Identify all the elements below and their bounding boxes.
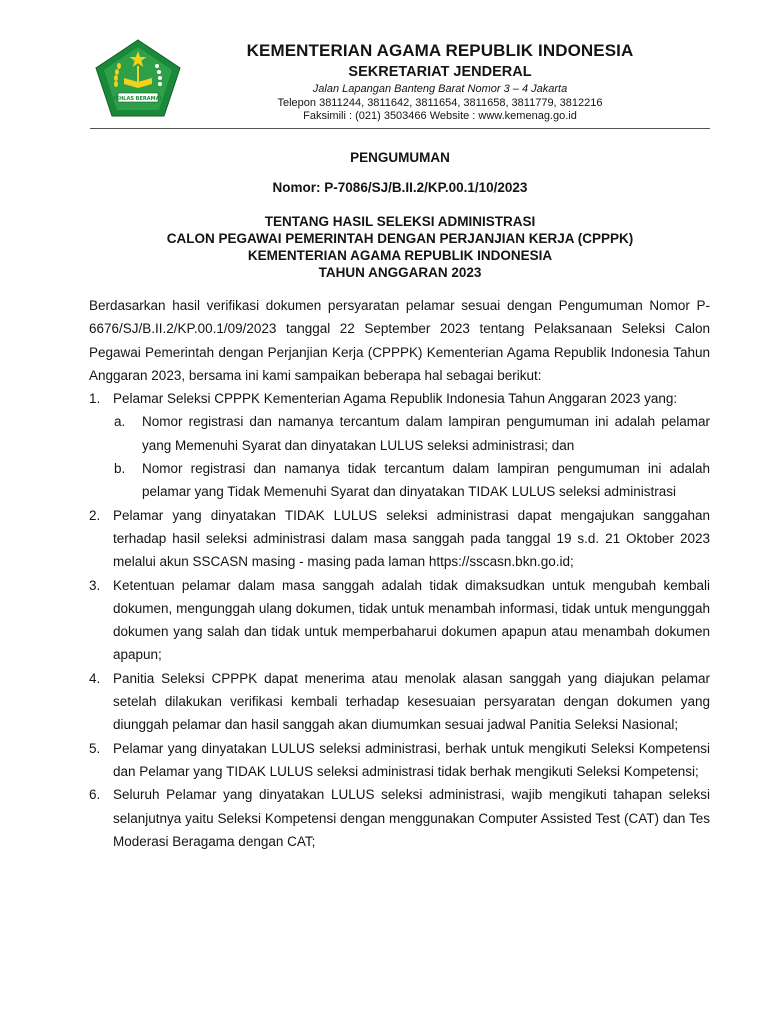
subject-line-1: TENTANG HASIL SELEKSI ADMINISTRASI [264, 214, 536, 229]
item-number: 6. [89, 787, 101, 803]
item-number: 5. [89, 740, 101, 756]
list-item [89, 667, 710, 737]
item-text: Seluruh Pelamar yang dinyatakan LULUS seleksi administrasi, wajib mengikuti tahapan seleksi selanjutnya yaitu Seleksi Kompetensi dengan menggunakan Computer Assisted Test (CAT) dan Tes Moderasi Beragama dengan CAT; [113, 787, 710, 849]
list-item [89, 737, 710, 784]
list-item [89, 574, 710, 667]
subject-line-2: CALON PEGAWAI PEMERINTAH DENGAN PERJANJIAN KERJA (CPPPK) [166, 231, 634, 246]
item-text: Pelamar yang dinyatakan LULUS seleksi administrasi, berhak untuk mengikuti Seleksi Kompetensi dan Pelamar yang TIDAK LULUS seleksi administrasi tidak berhak mengikuti Seleksi Kompetensi; [113, 740, 710, 779]
sub-item-letter: b. [114, 461, 126, 477]
letterhead [200, 40, 680, 124]
sub-item-letter: a. [114, 414, 126, 430]
item-number: 2. [89, 507, 101, 523]
subject-line-3: KEMENTERIAN AGAMA REPUBLIK INDONESIA [247, 248, 553, 263]
logo-motto: IKHLAS BERAMAL [113, 95, 163, 102]
item-text: Panitia Seleksi CPPPK dapat menerima atau menolak alasan sanggah yang diajukan pelamar setelah dilakukan verifikasi kembali terhadap kesesuaian persyaratan dengan dokumen yang diunggah pelamar dan hasil sanggah akan diumumkan sesuai jadwal Panitia Seleksi Nasional; [113, 670, 710, 733]
sub-item-text: Nomor registrasi dan namanya tercantum dalam lampiran pengumuman ini adalah pelamar yang Memenuhi Syarat dan dinyatakan LULUS seleksi administrasi; dan [142, 414, 710, 453]
item-number: 1. [89, 391, 101, 407]
announcement-body [89, 294, 710, 853]
sub-list-item [113, 410, 710, 457]
sub-list [113, 410, 710, 503]
list-item [89, 504, 710, 574]
points-list [89, 387, 710, 853]
address: Jalan Lapangan Banteng Barat Nomor 3 – 4 Jakarta [312, 83, 568, 95]
ministry-name: KEMENTERIAN AGAMA REPUBLIK INDONESIA [246, 41, 634, 60]
list-item [89, 387, 710, 503]
item-text: Pelamar Seleksi CPPPK Kementerian Agama Republik Indonesia Tahun Anggaran 2023 yang: [113, 391, 678, 407]
subject-line-4: TAHUN ANGGARAN 2023 [318, 265, 482, 280]
list-item [89, 783, 710, 853]
kemenag-logo [94, 38, 182, 118]
item-number: 4. [89, 670, 101, 686]
item-number: 3. [89, 577, 101, 593]
announcement-title: PENGUMUMAN [350, 150, 450, 165]
announcement-number: Nomor: P-7086/SJ/B.II.2/KP.00.1/10/2023 [272, 180, 528, 195]
sub-item-text: Nomor registrasi dan namanya tidak tercantum dalam lampiran pengumuman ini adalah pelamar yang Tidak Memenuhi Syarat dan dinyatakan TIDAK LULUS seleksi administrasi [142, 461, 710, 500]
sub-list-item [113, 457, 710, 504]
item-text: Ketentuan pelamar dalam masa sanggah adalah tidak dimaksudkan untuk mengubah kembali dokumen, mengunggah ulang dokumen, tidak untuk menambah informasi, tidak untuk mengunggah dokumen yang salah dan tidak untuk memperbaharui dokumen apapun atau menambah dokumen apapun; [113, 577, 710, 663]
unit-name: SEKRETARIAT JENDERAL [348, 64, 532, 80]
item-text: Pelamar yang dinyatakan TIDAK LULUS seleksi administrasi dapat mengajukan sanggahan terhadap hasil seleksi administrasi dalam masa sanggah pada tanggal 19 s.d. 21 Oktober 2023 melalui akun SSCASN masing - masing pada laman https://sscasn.bkn.go.id; [113, 507, 710, 570]
phone-numbers: Telepon 3811244, 3811642, 3811654, 3811658, 3811779, 3812216 [277, 96, 603, 109]
letterhead-divider [90, 128, 710, 129]
fax-website: Faksimili : (021) 3503466 Website : www.kemenag.go.id [303, 110, 577, 122]
intro-paragraph: Berdasarkan hasil verifikasi dokumen persyaratan pelamar sesuai dengan Pengumuman Nomor P-6676/SJ/B.II.2/KP.00.1/09/2023 tanggal 22 September 2023 tentang Pelaksanaan Seleksi Calon Pegawai Pemerintah dengan Perjanjian Kerja (CPPPK) Kementerian Agama Republik Indonesia Tahun Anggaran 2023, bersama ini kami sampaikan beberapa hal sebagai berikut: [89, 298, 710, 383]
